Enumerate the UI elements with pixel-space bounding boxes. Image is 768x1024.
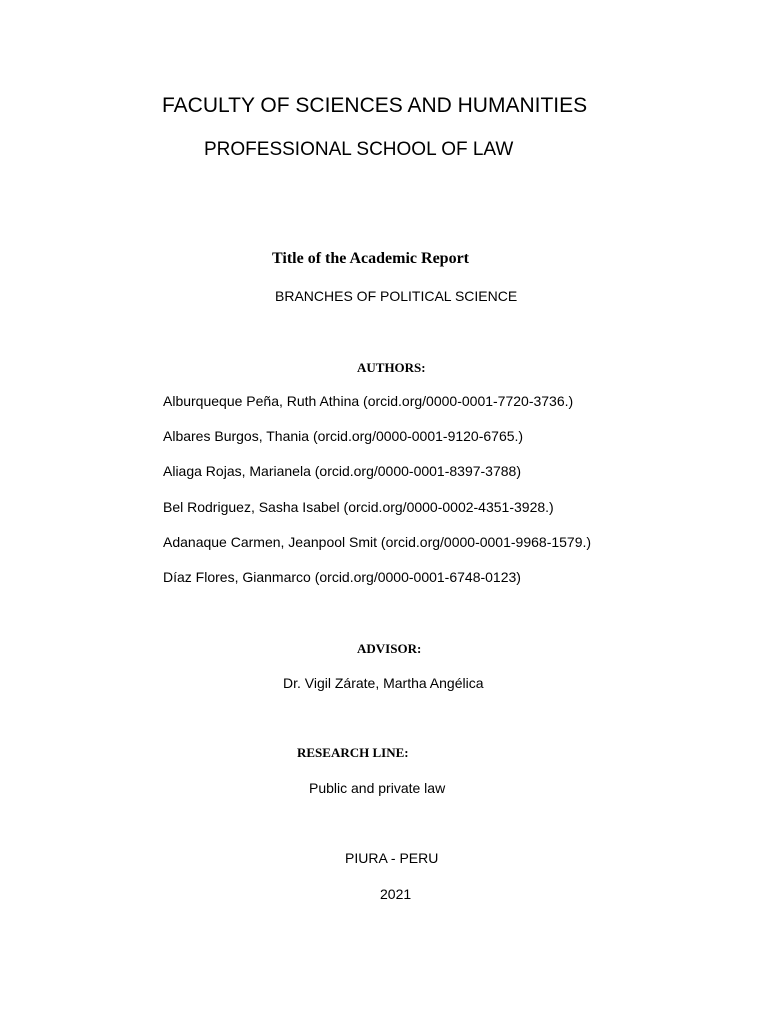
faculty-heading: FACULTY OF SCIENCES AND HUMANITIES [162,94,588,117]
author-item: Díaz Flores, Gianmarco (orcid.org/0000-0001-6748-0123) [163,569,521,585]
advisor-heading: ADVISOR: [357,641,422,656]
report-subject: BRANCHES OF POLITICAL SCIENCE [275,288,518,304]
author-item: Adanaque Carmen, Jeanpool Smit (orcid.org/0000-0001-9968-1579.) [163,534,592,550]
report-title-label: Title of the Academic Report [272,250,469,267]
year-text: 2021 [380,886,412,902]
author-item: Bel Rodriguez, Sasha Isabel (orcid.org/0000-0002-4351-3928.) [163,499,554,515]
authors-heading: AUTHORS: [357,360,426,375]
advisor-name: Dr. Vigil Zárate, Martha Angélica [283,675,484,691]
author-item: Albares Burgos, Thania (orcid.org/0000-0001-9120-6765.) [163,428,524,444]
research-line-heading: RESEARCH LINE: [297,745,409,760]
author-item: Alburqueque Peña, Ruth Athina (orcid.org/0000-0001-7720-3736.) [163,393,574,409]
school-heading: PROFESSIONAL SCHOOL OF LAW [204,139,514,160]
author-item: Aliaga Rojas, Marianela (orcid.org/0000-0001-8397-3788) [163,463,521,479]
place-text: PIURA - PERU [345,850,439,866]
research-line-value: Public and private law [309,780,446,796]
